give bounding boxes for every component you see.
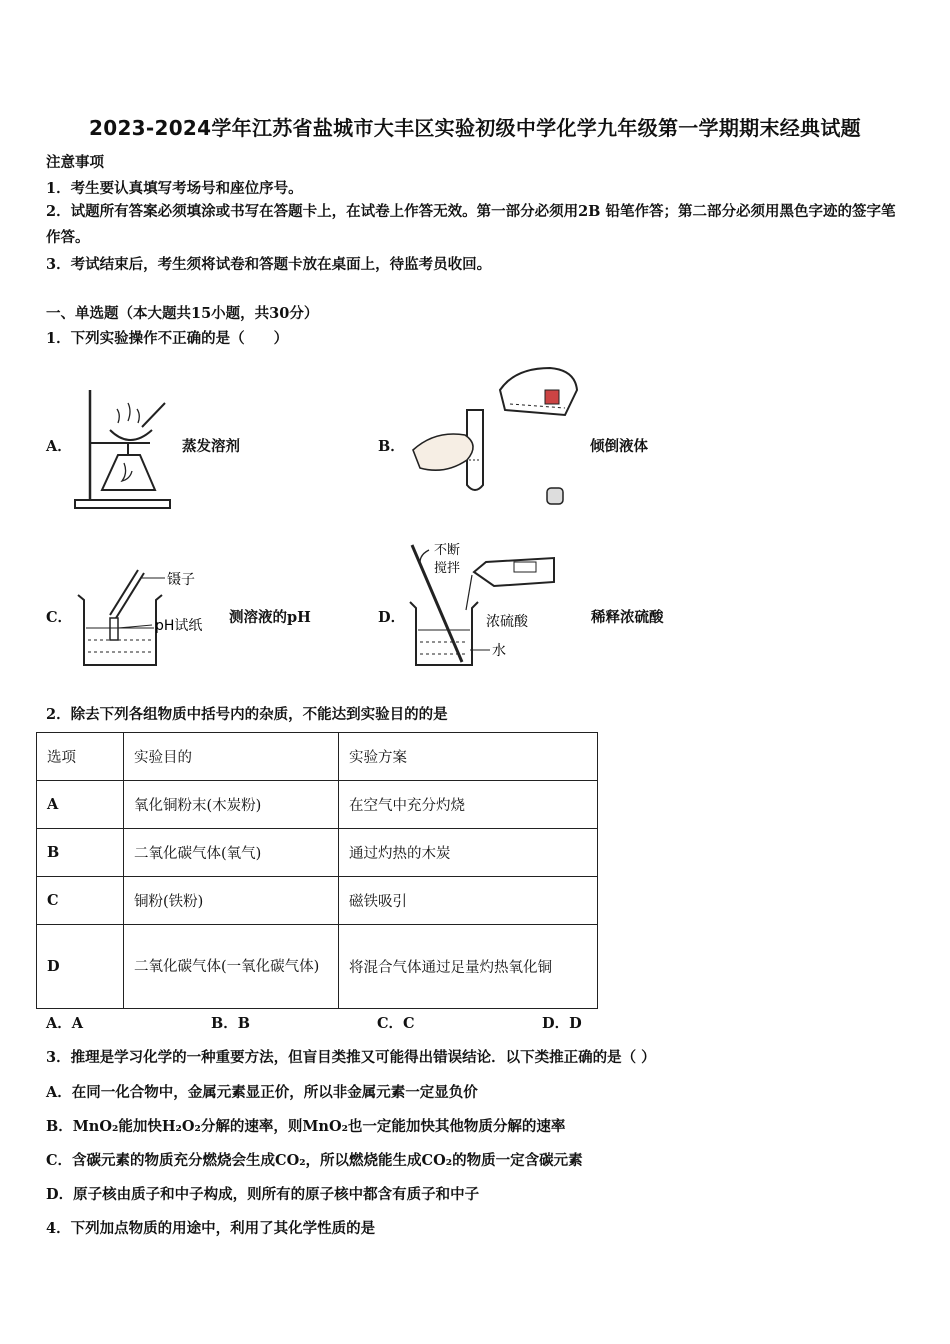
table-cell: 将混合气体通过足量灼热氧化铜: [339, 925, 598, 1009]
table-row: [37, 925, 598, 1009]
q1-option-b-letter: B．: [378, 438, 405, 455]
table-cell: 磁铁吸引: [339, 877, 598, 925]
q3-option-a[interactable]: A．在同一化合物中，金属元素显正价，所以非金属元素一定显负价: [46, 1084, 478, 1101]
table-cell: 二氧化碳气体(一氧化碳气体): [124, 925, 339, 1009]
table-row: [37, 781, 598, 829]
q1-option-c-label: 测溶液的pH: [229, 609, 311, 626]
q2-choice-d[interactable]: D．D: [542, 1015, 582, 1032]
question-2-stem: 2．除去下列各组物质中括号内的杂质，不能达到实验目的的是: [46, 706, 448, 723]
water-label: 水: [492, 643, 506, 659]
q3-option-d[interactable]: D．原子核由质子和中子构成，则所有的原子核中都含有质子和中子: [46, 1186, 480, 1203]
table-row: [37, 829, 598, 877]
table-header-cell: 实验目的: [124, 733, 339, 781]
q1-option-c-letter: C．: [46, 609, 73, 626]
pouring-liquid-figure: [405, 360, 585, 510]
q3-option-b[interactable]: B．MnO₂能加快H₂O₂分解的速率，则MnO₂也一定能加快其他物质分解的速率: [46, 1118, 566, 1135]
question-1-stem: 1．下列实验操作不正确的是（ ）: [46, 330, 289, 347]
q1-option-b-label: 倾倒液体: [590, 438, 648, 455]
q1-option-d-letter: D．: [378, 609, 406, 626]
notice-heading: 注意事项: [46, 154, 104, 171]
table-cell: 二氧化碳气体(氧气): [124, 829, 339, 877]
q1-option-a-letter: A．: [46, 438, 72, 455]
q2-choice-a[interactable]: A．A: [46, 1015, 84, 1032]
table-cell: 通过灼热的木炭: [339, 829, 598, 877]
stir-label-1: 不断: [434, 543, 461, 558]
page-title: 2023-2024学年江苏省盐城市大丰区实验初级中学化学九年级第一学期期末经典试题: [89, 116, 861, 140]
table-cell: 铜粉(铁粉): [124, 877, 339, 925]
stir-label-2: 搅拌: [434, 561, 461, 576]
notice-item: 2．试题所有答案必须填涂或书写在答题卡上，在试卷上作答无效。第一部分必须用2B 铅笔作答；第二部分必须用黑色字迹的签字笔作答。: [46, 203, 896, 246]
section-heading: 一、单选题（本大题共15小题，共30分）: [46, 305, 319, 322]
table-header-cell: 实验方案: [339, 733, 598, 781]
table-cell: B: [37, 829, 124, 877]
table-row: [37, 877, 598, 925]
ph-test-figure: [70, 560, 220, 675]
q1-option-a-label: 蒸发溶剂: [182, 438, 240, 455]
tweezers-label: 镊子: [167, 572, 195, 588]
question-3-stem: 3．推理是学习化学的一种重要方法，但盲目类推又可能得出错误结论．以下类推正确的是（ ）: [46, 1049, 656, 1066]
table-cell: 在空气中充分灼烧: [339, 781, 598, 829]
table-header-row: [37, 733, 598, 781]
q2-table: [36, 732, 598, 1009]
table-cell: D: [37, 925, 124, 1009]
table-cell: A: [37, 781, 124, 829]
conc-acid-label: 浓硫酸: [486, 614, 528, 630]
q2-choice-b[interactable]: B．B: [211, 1015, 251, 1032]
q3-option-c[interactable]: C．含碳元素的物质充分燃烧会生成CO₂，所以燃烧能生成CO₂的物质一定含碳元素: [46, 1152, 583, 1169]
table-header-cell: 选项: [37, 733, 124, 781]
notice-item: 3．考试结束后，考生须将试卷和答题卡放在桌面上，待监考员收回。: [46, 256, 492, 273]
dilute-acid-figure: [404, 540, 579, 670]
question-4-stem: 4．下列加点物质的用途中，利用了其化学性质的是: [46, 1220, 376, 1237]
evaporation-apparatus-figure: [70, 385, 175, 515]
q2-choice-c[interactable]: C．C: [377, 1015, 415, 1032]
table-cell: 氧化铜粉末(木炭粉): [124, 781, 339, 829]
q1-option-d-label: 稀释浓硫酸: [591, 609, 664, 626]
notice-item: 1．考生要认真填写考场号和座位序号。: [46, 180, 303, 197]
ph-paper-label: pH试纸: [155, 618, 203, 634]
table-cell: C: [37, 877, 124, 925]
